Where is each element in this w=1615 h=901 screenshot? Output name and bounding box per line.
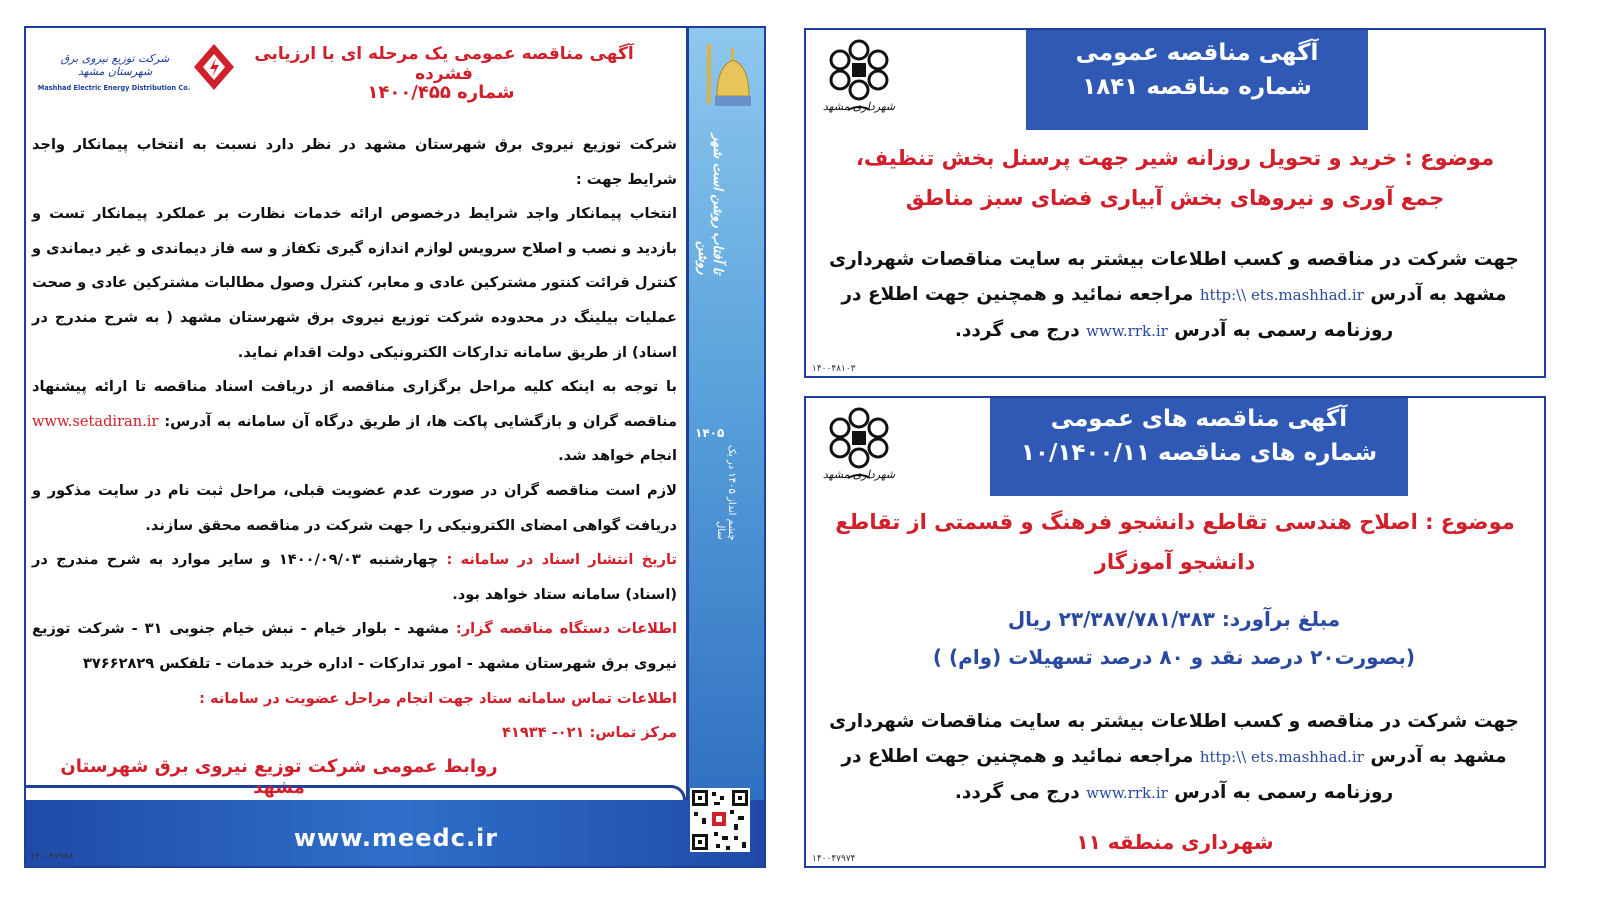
ets-url-link[interactable]: http:\\ ets.mashhad.ir — [1199, 286, 1364, 304]
publish-paragraph — [32, 543, 677, 612]
rrk-url-link[interactable]: www.rrk.ir — [1086, 322, 1168, 340]
header-title: آگهی مناقصه های عمومی — [1050, 406, 1348, 432]
side-note-year: ۱۴۰۵ — [695, 426, 725, 440]
qr-code-icon[interactable] — [690, 788, 750, 852]
tender-title: آگهی مناقصه عمومی یک مرحله ای با ارزیابی فشرده — [254, 44, 634, 84]
process-text: با توجه به اینکه کلیه مراحل برگزاری مناقصه از دریافت اسناد مناقصه تا ارائه پیشنهاد مناقصه گران و بازگشایی پاکت ها، از طریق درگاه آن سامانه به آدرس: — [32, 378, 677, 430]
company-name-fa: شرکت توزیع نیروی برق شهرستان مشهد — [60, 52, 170, 78]
setad-contact-label: اطلاعات تماس سامانه ستاد جهت انجام مراحل عضویت در سامانه : — [199, 689, 677, 707]
info-text: درج می گردد. — [954, 782, 1080, 803]
subject-line-2: دانشجو آموزگار — [1094, 550, 1256, 574]
tender-body — [32, 128, 677, 751]
call-center-label: مرکز تماس: — [589, 724, 677, 742]
side-note-vision: چشم انداز ۱۴۰۵ در یک سال — [715, 444, 737, 540]
logo-caption: شهرداری مشهد — [822, 100, 896, 113]
info-line-3 — [818, 313, 1530, 349]
public-relations-signature: روابط عمومی شرکت توزیع نیروی برق شهرستان مشهد — [60, 756, 498, 798]
info-line-3 — [818, 775, 1530, 811]
tender-ad-municipality-1841 — [804, 28, 1546, 378]
bottom-bar — [26, 800, 764, 866]
info-text: روزنامه رسمی به آدرس — [1174, 782, 1394, 803]
info-line-1: جهت شرکت در مناقصه و کسب اطلاعات بیشتر به سایت مناقصات شهرداری — [829, 711, 1519, 732]
tender-header — [1026, 30, 1368, 130]
logo-caption: شهرداری مشهد — [822, 468, 896, 481]
estimate-amount: مبلغ برآورد: ۲۳/۳۸۷/۷۸۱/۳۸۳ ریال — [1007, 607, 1341, 631]
tender-header — [990, 398, 1408, 496]
subject-line-2: جمع آوری و نیروهای بخش آبیاری فضای سبز مناطق — [905, 186, 1445, 210]
left-ad-code: ۱۴۰۰۴۷۹۶۸ — [30, 852, 74, 862]
tender-ad-municipality-1400-10-11 — [804, 396, 1546, 868]
publish-label: تاریخ انتشار اسناد در سامانه : — [446, 551, 677, 569]
tender-info — [818, 242, 1530, 349]
info-line-2 — [818, 739, 1530, 775]
process-paragraph — [32, 370, 677, 474]
publish-text: چهارشنبه ۱۴۰۰/۰۹/۰۳ و سایر موارد به شرح مندرج در (اسناد) سامانه ستاد خواهد بود. — [32, 551, 677, 603]
company-name-en: Mashhad Electric Energy Distribution Co. — [37, 84, 191, 92]
call-center-number: ۰۲۱- ۴۱۹۳۴ — [502, 724, 585, 742]
info-line-1: جهت شرکت در مناقصه و کسب اطلاعات بیشتر به سایت مناقصات شهرداری — [829, 249, 1519, 270]
rrk-url-link[interactable]: www.rrk.ir — [1086, 784, 1168, 802]
info-text: مراجعه نمائید و همچنین جهت اطلاع در — [841, 284, 1194, 305]
tender-ad-electricity — [24, 26, 766, 868]
membership-text: لازم است مناقصه گران در صورت عدم عضویت قبلی، مراحل ثبت نام در سایت مذکور و دریافت گواهی امضای الکترونیکی را جهت شرکت در مناقصه محقق سازند. — [32, 481, 677, 534]
tender-subject — [816, 138, 1534, 218]
tender-subject — [816, 502, 1534, 582]
info-text: مشهد به آدرس — [1370, 284, 1507, 305]
scope-text: انتخاب پیمانکار واجد شرایط درخصوص ارائه خدمات نظارت بر عملکرد پیمانکار تست و بازدید و نصب و اصلاح سرویس لوازم اندازه گیری تکفاز و سه فاز دیماندی و غیر دیماندی و کنترل قرائت کنتور مشترکین عادی و معابر، کنترل وصول مطالبات مشترکین عادی و صحت عملیات بیلینگ در محدوده شرکت توزیع نیروی برق شهرستان مشهد ( به شرح مندرج در اسناد) از طریق سامانه تدارکات الکترونیکی دولت اقدام نماید. — [32, 205, 677, 361]
tender-number: شماره ۱۴۰۰/۴۵۵ — [367, 82, 515, 103]
subject-line-1: موضوع : اصلاح هندسی تقاطع دانشجو فرهنگ و قسمتی از تقاطع — [835, 510, 1515, 534]
estimate-block — [818, 600, 1530, 676]
sidebar-slogan: تا آفتاب روشن است شهر روشن — [695, 133, 725, 274]
ets-url-link[interactable]: http:\\ ets.mashhad.ir — [1199, 748, 1364, 766]
contact-paragraph — [32, 612, 677, 681]
subject-line-1: موضوع : خرید و تحویل روزانه شیر جهت پرسنل بخش تنظیف، — [855, 146, 1495, 170]
setad-url-link[interactable]: www.setadiran.ir — [32, 412, 159, 430]
header-number: شماره مناقصه ۱۸۴۱ — [1082, 74, 1312, 100]
info-line-2 — [818, 277, 1530, 313]
header-number: شماره های مناقصه ۱۰/۱۴۰۰/۱۱ — [1020, 440, 1378, 466]
call-center-paragraph — [32, 716, 677, 751]
ad-code: ۱۴۰۰۴۷۹۷۴ — [812, 854, 856, 864]
ad-code: ۱۴۰۰۴۸۱۰۳ — [812, 364, 856, 374]
payment-terms: (بصورت۲۰ درصد نقد و ۸۰ درصد تسهیلات (وام) ) — [932, 645, 1416, 669]
intro-text: شرکت توزیع نیروی برق شهرستان مشهد در نظر دارد نسبت به انتخاب پیمانکار واجد شرایط جهت : — [32, 136, 677, 188]
tender-info — [818, 704, 1530, 811]
process-end: انجام خواهد شد. — [558, 447, 677, 465]
website-link[interactable]: www.meedc.ir — [293, 824, 499, 852]
info-text: مشهد به آدرس — [1370, 746, 1507, 767]
sidebar-banner — [686, 28, 764, 806]
header-title: آگهی مناقصه عمومی — [1075, 40, 1319, 66]
info-text: درج می گردد. — [954, 320, 1080, 341]
shrine-dome-icon — [697, 36, 757, 116]
municipality-signature: شهرداری منطقه ۱۱ — [1076, 830, 1274, 854]
info-text: روزنامه رسمی به آدرس — [1174, 320, 1394, 341]
contact-label: اطلاعات دستگاه مناقصه گزار: — [455, 620, 677, 638]
info-text: مراجعه نمائید و همچنین جهت اطلاع در — [841, 746, 1194, 767]
contact-text: مشهد - بلوار خیام - نبش خیام جنوبی ۳۱ - شرکت توزیع نیروی برق شهرستان مشهد - امور تدارکات - اداره خرید خدمات - تلفکس ۳۷۶۶۲۸۲۹ — [32, 620, 677, 672]
